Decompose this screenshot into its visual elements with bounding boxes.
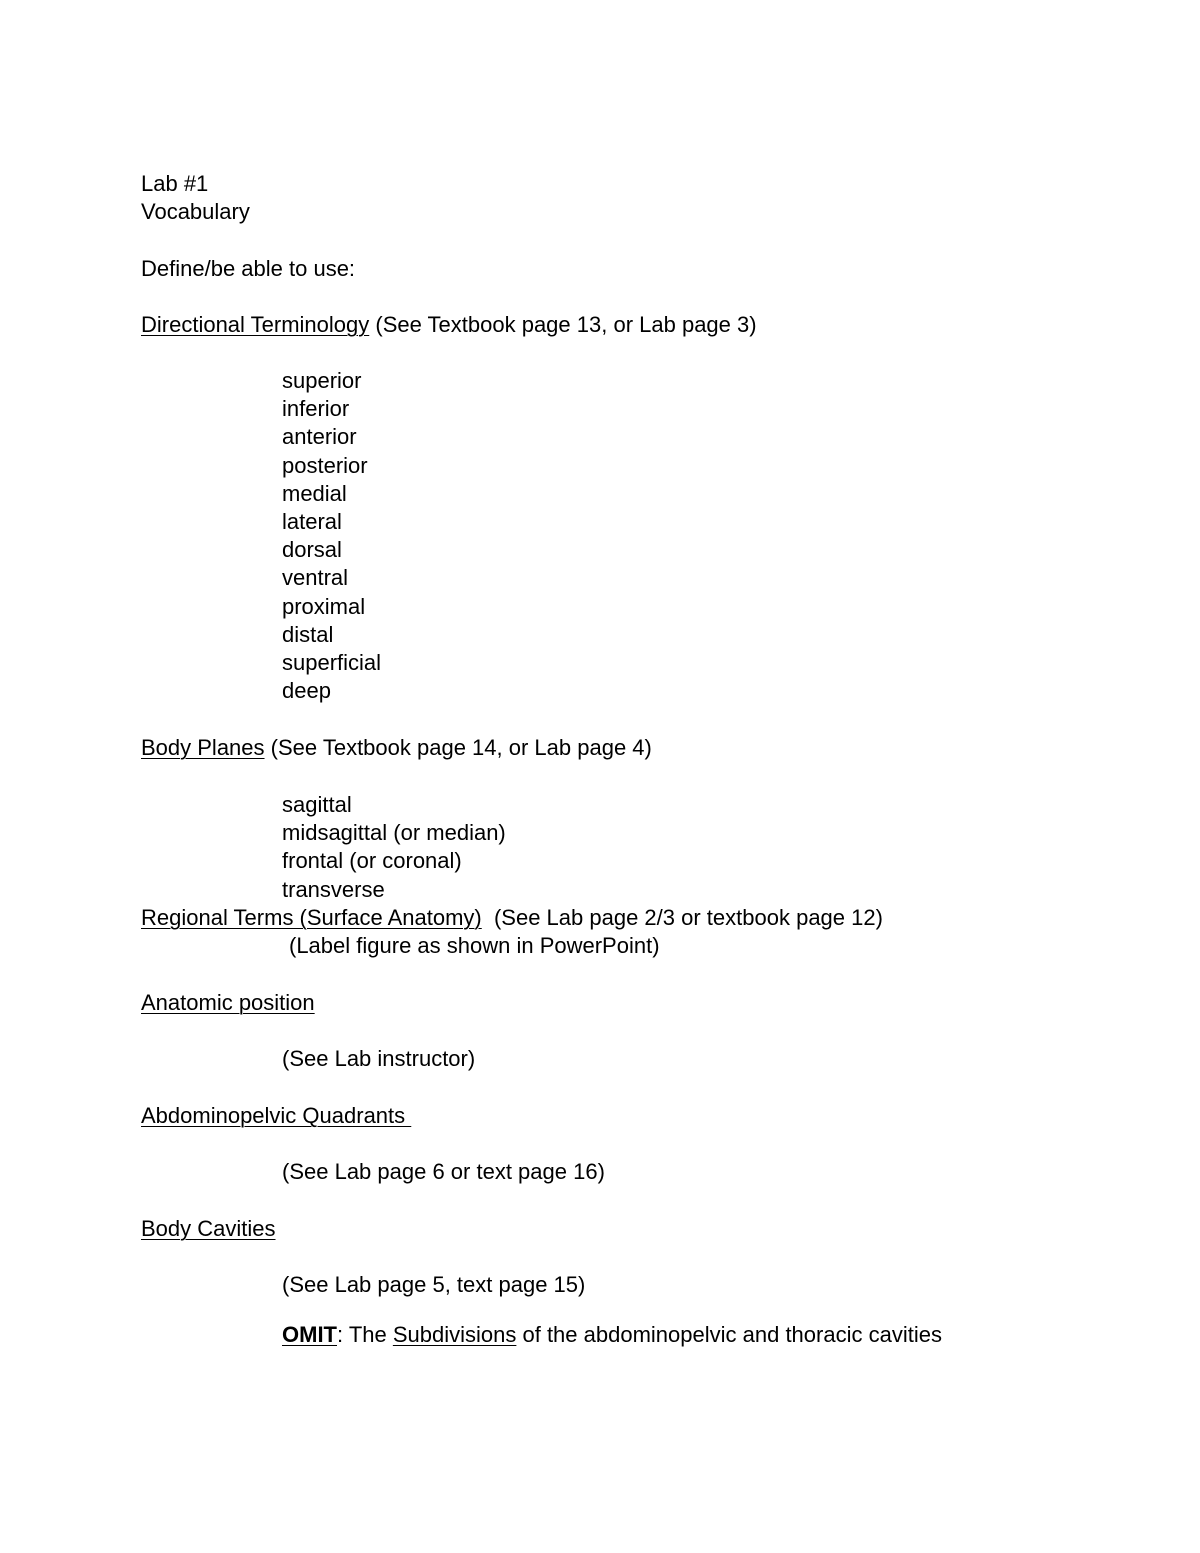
section-reference-directional: (See Textbook page 13, or Lab page 3) [369,312,757,337]
section-directional [141,311,757,339]
term-item: proximal [282,593,366,619]
section-heading-cavities [141,1215,276,1243]
term-item: dorsal [282,537,342,563]
section-heading-directional: Directional Terminology [141,312,370,337]
section-planes [141,734,652,762]
directional-term-list [282,367,381,705]
section-reference-regional: (See Lab page 2/3 or textbook page 12) [481,905,883,930]
section-heading-cavities-text: Body Cavities [141,1216,276,1241]
section-heading-quadrants [141,1102,411,1130]
term-item: distal [282,621,334,647]
intro-text: Define/be able to use: [141,256,356,281]
section-heading-planes: Body Planes [141,735,265,760]
section-heading-regional: Regional Terms (Surface Anatomy) [141,905,482,930]
term-item: lateral [282,508,342,534]
term-item: sagittal [282,792,352,817]
section-note-regional: (Label figure as shown in PowerPoint) [289,933,660,958]
section-heading-anatomic-text: Anatomic position [141,990,315,1015]
omit-note [282,1321,942,1349]
omit-label: OMIT [282,1322,337,1347]
term-item: posterior [282,452,368,478]
term-item: midsagittal (or median) [282,820,506,846]
term-item: inferior [282,396,350,422]
document-title: Lab #1 [141,171,209,196]
section-heading-quadrants-text: Abdominopelvic Quadrants [141,1103,412,1128]
term-item: anterior [282,424,357,450]
section-note-quadrants: (See Lab page 6 or text page 16) [282,1159,605,1184]
term-item: deep [282,678,331,704]
document-subtitle: Vocabulary [141,199,250,224]
term-item: superficial [282,649,382,675]
section-note-anatomic: (See Lab instructor) [282,1046,476,1071]
section-heading-anatomic [141,989,315,1017]
term-item: medial [282,480,347,506]
term-item: frontal (or coronal) [282,848,462,874]
omit-rest: of the abdominopelvic and thoracic cavities [516,1322,942,1347]
term-item: ventral [282,565,349,591]
planes-term-list [282,791,506,904]
section-note-cavities: (See Lab page 5, text page 15) [282,1272,586,1297]
section-regional [141,904,883,932]
omit-subdivisions: Subdivisions [392,1322,517,1347]
section-reference-planes: (See Textbook page 14, or Lab page 4) [264,735,652,760]
term-item: transverse [282,876,385,902]
omit-separator: : The [337,1322,393,1347]
term-item: superior [282,368,362,393]
